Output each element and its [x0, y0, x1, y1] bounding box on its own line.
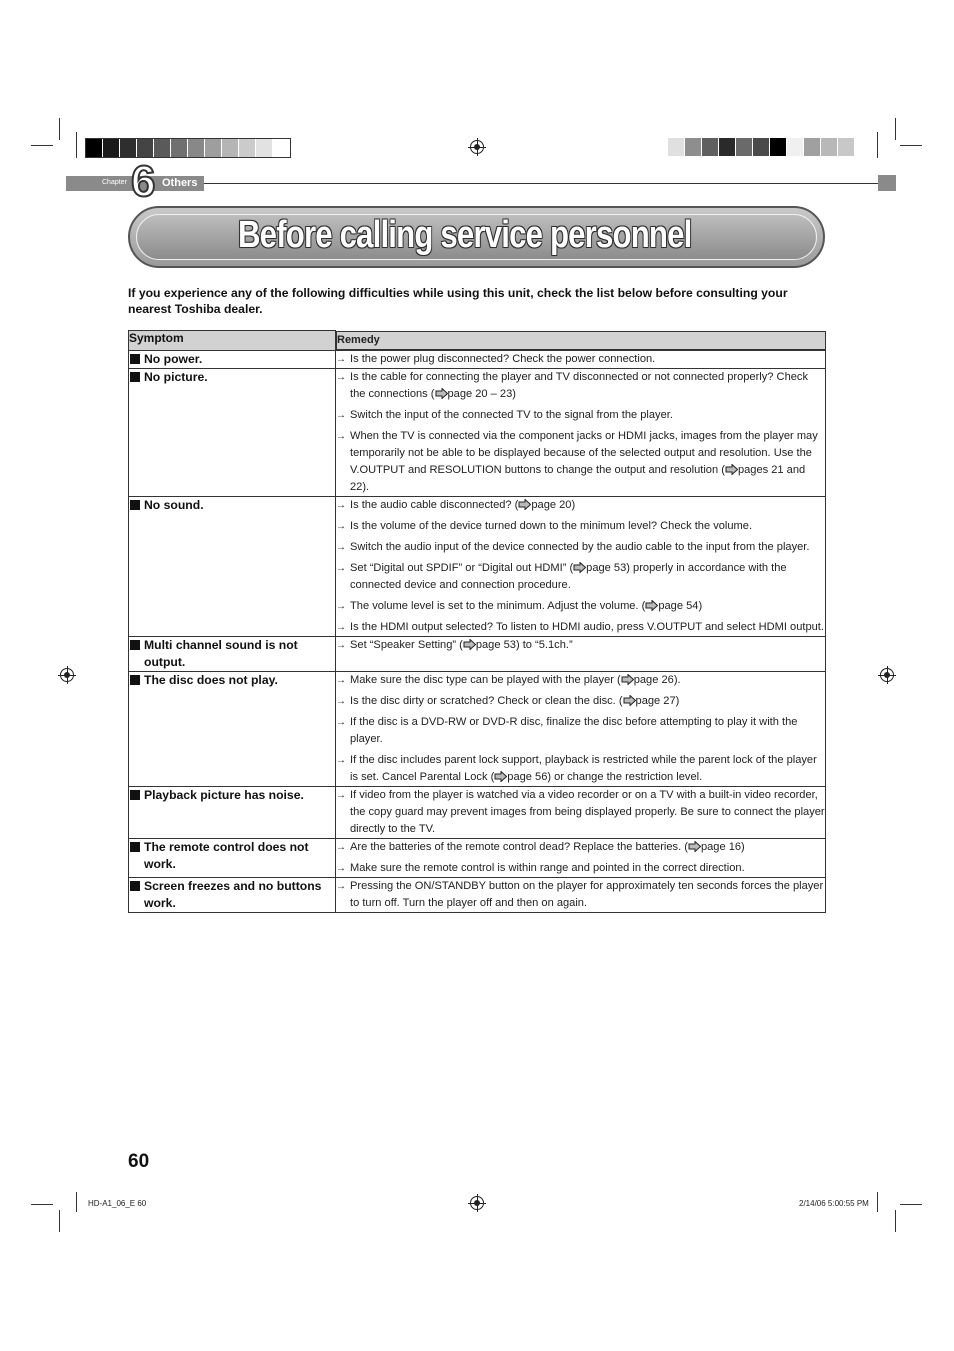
remedy-cell: [336, 636, 826, 671]
remedy-item: [336, 619, 825, 636]
remedy-item: [336, 714, 825, 748]
remedy-item: [336, 428, 825, 496]
remedy-text-segment: Make sure the disc type can be played with the player (: [350, 673, 621, 686]
remedy-text-segment: page 56) or change the restriction level.: [507, 770, 703, 783]
remedy-text: [350, 752, 825, 786]
page-reference-icon: [518, 499, 531, 510]
remedy-cell: [336, 838, 826, 877]
remedy-text-segment: When the TV is connected via the component jacks or HDMI jacks, images from the player may temporarily not be able to be displayed because of the selected output and resolution. Use the V.OUTPUT and RESOLUTION buttons to change the output and resolution (: [350, 429, 818, 476]
symptom-cell: [129, 636, 336, 671]
page-number: 60: [128, 1151, 150, 1172]
remedy-item: [336, 369, 825, 403]
remedy-text-segment: Is the audio cable disconnected? (: [350, 498, 519, 511]
arrow-icon: →: [336, 541, 346, 553]
remedy-text-segment: page 20 – 23): [447, 387, 516, 400]
crop-mark: [76, 132, 77, 158]
remedy-text-segment: Is the HDMI output selected? To listen to HDMI audio, press V.OUTPUT and select HDMI output.: [350, 620, 824, 633]
table-row: [129, 368, 826, 496]
arrow-icon: →: [336, 639, 346, 651]
remedy-item: [336, 351, 825, 368]
remedy-text-segment: page 53) to “5.1ch.”: [475, 638, 573, 651]
symptom-text: The disc does not play.: [144, 672, 278, 687]
square-bullet-icon: [130, 675, 140, 685]
remedy-text: [350, 539, 809, 556]
chapter-number: 6: [131, 157, 156, 206]
header-end-block: [878, 175, 896, 191]
remedy-text: [350, 351, 655, 368]
page-reference-icon: [725, 464, 738, 475]
remedy-item: [336, 752, 825, 786]
remedy-item: [336, 518, 825, 535]
remedy-text: [350, 714, 825, 748]
table-row: [129, 350, 826, 368]
table-row: [129, 838, 826, 877]
color-bar-right: [668, 138, 855, 156]
crop-mark: [59, 1210, 60, 1232]
symptom-text: The remote control does not work.: [144, 839, 309, 871]
remedy-text-segment: page 20): [531, 498, 576, 511]
crop-mark: [877, 132, 878, 158]
remedy-text-segment: page 16): [700, 840, 745, 853]
arrow-icon: →: [336, 862, 346, 874]
symptom-text: No sound.: [144, 497, 204, 512]
remedy-item: [336, 839, 825, 856]
arrow-icon: →: [336, 674, 346, 686]
remedy-item: [336, 693, 825, 710]
remedy-item: [336, 787, 825, 838]
remedy-text: [350, 693, 679, 710]
square-bullet-icon: [130, 790, 140, 800]
remedy-text-segment: Are the batteries of the remote control dead? Replace the batteries. (: [350, 840, 688, 853]
remedy-text-segment: If the disc is a DVD-RW or DVD-R disc, finalize the disc before attempting to play it with the player.: [350, 715, 798, 745]
intro-text: If you experience any of the following difficulties while using this unit, check the list below before consulting your nearest Toshiba dealer.: [128, 286, 788, 316]
table-row: [129, 636, 826, 671]
table-row: [129, 671, 826, 786]
symptom-text: Playback picture has noise.: [144, 787, 304, 802]
square-bullet-icon: [130, 842, 140, 852]
table-row: [129, 786, 826, 838]
symptom-cell: [129, 877, 336, 912]
header-rule: [204, 183, 878, 184]
remedy-text: [350, 497, 575, 514]
remedy-item: [336, 497, 825, 514]
remedy-text-segment: Is the disc dirty or scratched? Check or clean the disc. (: [350, 694, 623, 707]
remedy-text: [350, 560, 825, 594]
remedy-text-segment: If the disc includes parent lock support, playback is restricted while the parent lock of the player is set. Cancel Parental Lock (: [350, 753, 817, 783]
arrow-icon: →: [336, 880, 346, 892]
registration-mark-icon: [60, 668, 74, 682]
remedy-item: [336, 598, 825, 615]
symptom-text: No picture.: [144, 369, 208, 384]
troubleshooting-table: [128, 330, 826, 913]
remedy-header: Remedy: [336, 331, 826, 350]
symptom-cell: [129, 786, 336, 838]
remedy-cell: [336, 368, 826, 496]
remedy-item: [336, 539, 825, 556]
registration-mark-icon: [470, 1196, 484, 1210]
arrow-icon: →: [336, 695, 346, 707]
remedy-text: [350, 839, 745, 856]
symptom-text: Screen freezes and no buttons work.: [144, 878, 322, 910]
remedy-text-segment: page 26).: [633, 673, 681, 686]
square-bullet-icon: [130, 881, 140, 891]
arrow-icon: →: [336, 841, 346, 853]
symptom-cell: [129, 838, 336, 877]
remedy-text-segment: Is the power plug disconnected? Check the power connection.: [350, 352, 656, 365]
footer-right: 2/14/06 5:00:55 PM: [799, 1199, 869, 1208]
chapter-word: Chapter: [102, 179, 127, 186]
footer-left: HD-A1_06_E 60: [88, 1199, 147, 1208]
symptom-text: Multi channel sound is not output.: [144, 637, 298, 669]
remedy-text-segment: page 27): [635, 694, 680, 707]
remedy-cell: [336, 496, 826, 636]
crop-mark: [59, 118, 60, 140]
remedy-text: [350, 787, 825, 838]
page-reference-icon: [688, 841, 701, 852]
remedy-cell: [336, 671, 826, 786]
registration-mark-icon: [470, 140, 484, 154]
arrow-icon: →: [336, 371, 346, 383]
remedy-text-segment: Set “Speaker Setting” (: [350, 638, 463, 651]
remedy-item: [336, 637, 825, 654]
remedy-text: [350, 619, 824, 636]
remedy-text: [350, 878, 825, 912]
page-reference-icon: [645, 600, 658, 611]
arrow-icon: →: [336, 430, 346, 442]
table-row: [129, 496, 826, 636]
remedy-item: [336, 672, 825, 689]
crop-mark: [31, 1204, 53, 1205]
remedy-text-segment: Switch the input of the connected TV to the signal from the player.: [350, 408, 673, 421]
arrow-icon: →: [336, 499, 346, 511]
arrow-icon: →: [336, 409, 346, 421]
chapter-name: Others: [162, 177, 198, 189]
crop-mark: [895, 1210, 896, 1232]
remedy-text: [350, 518, 752, 535]
square-bullet-icon: [130, 372, 140, 382]
symptom-cell: [129, 496, 336, 636]
page-reference-icon: [494, 771, 507, 782]
page-reference-icon: [573, 562, 586, 573]
symptom-text: No power.: [144, 351, 203, 366]
color-bar-left: [85, 138, 291, 158]
remedy-cell: [336, 350, 826, 368]
remedy-text: [350, 860, 745, 877]
registration-mark-icon: [880, 668, 894, 682]
remedy-text-segment: Is the volume of the device turned down to the minimum level? Check the volume.: [350, 519, 753, 532]
remedy-text-segment: Make sure the remote control is within range and pointed in the correct direction.: [350, 861, 745, 874]
page-reference-icon: [463, 639, 476, 650]
symptom-header: Symptom: [129, 331, 336, 351]
remedy-text-segment: If video from the player is watched via a video recorder or on a TV with a built-in video recorder, the copy guard may prevent images from being displayed properly. Be sure to connect the player directly to the TV.: [350, 788, 825, 835]
remedy-text-segment: pages 21 and 22).: [350, 463, 806, 493]
crop-mark: [76, 1192, 77, 1212]
remedy-text-segment: Switch the audio input of the device connected by the audio cable to the input from the player.: [350, 540, 810, 553]
arrow-icon: →: [336, 716, 346, 728]
arrow-icon: →: [336, 600, 346, 612]
square-bullet-icon: [130, 500, 140, 510]
remedy-text-segment: The volume level is set to the minimum. Adjust the volume. (: [350, 599, 646, 612]
square-bullet-icon: [130, 640, 140, 650]
symptom-cell: [129, 671, 336, 786]
remedy-item: [336, 878, 825, 912]
crop-mark: [31, 145, 53, 146]
remedy-text: [350, 369, 825, 403]
remedy-cell: [336, 877, 826, 912]
remedy-text: [350, 672, 681, 689]
arrow-icon: →: [336, 353, 346, 365]
crop-mark: [895, 118, 896, 140]
symptom-cell: [129, 350, 336, 368]
crop-mark: [877, 1192, 878, 1212]
remedy-text-segment: page 54): [658, 599, 703, 612]
page-reference-icon: [435, 388, 448, 399]
remedy-text-segment: Is the cable for connecting the player and TV disconnected or not connected properly? Check the connections (: [350, 370, 809, 400]
arrow-icon: →: [336, 520, 346, 532]
symptom-cell: [129, 368, 336, 496]
arrow-icon: →: [336, 621, 346, 633]
remedy-text: [350, 598, 702, 615]
remedy-text: [350, 428, 825, 496]
crop-mark: [900, 1204, 922, 1205]
remedy-item: [336, 407, 825, 424]
square-bullet-icon: [130, 354, 140, 364]
remedy-item: [336, 860, 825, 877]
table-row: [129, 877, 826, 912]
arrow-icon: →: [336, 789, 346, 801]
table-header-row: [129, 331, 826, 351]
arrow-icon: →: [336, 562, 346, 574]
remedy-text-segment: Pressing the ON/STANDBY button on the player for approximately ten seconds forces the player to turn off. Turn the player off and then on again.: [350, 879, 824, 909]
page-reference-icon: [621, 674, 634, 685]
remedy-cell: [336, 786, 826, 838]
crop-mark: [900, 145, 922, 146]
remedy-text-segment: page 53) properly in accordance with the connected device and connection procedure.: [350, 561, 787, 591]
arrow-icon: →: [336, 754, 346, 766]
page-reference-icon: [623, 695, 636, 706]
remedy-text: [350, 407, 673, 424]
remedy-text-segment: Set “Digital out SPDIF” or “Digital out HDMI” (: [350, 561, 574, 574]
page-title: Before calling service personnel: [238, 214, 692, 256]
remedy-text: [350, 637, 573, 654]
remedy-item: [336, 560, 825, 594]
